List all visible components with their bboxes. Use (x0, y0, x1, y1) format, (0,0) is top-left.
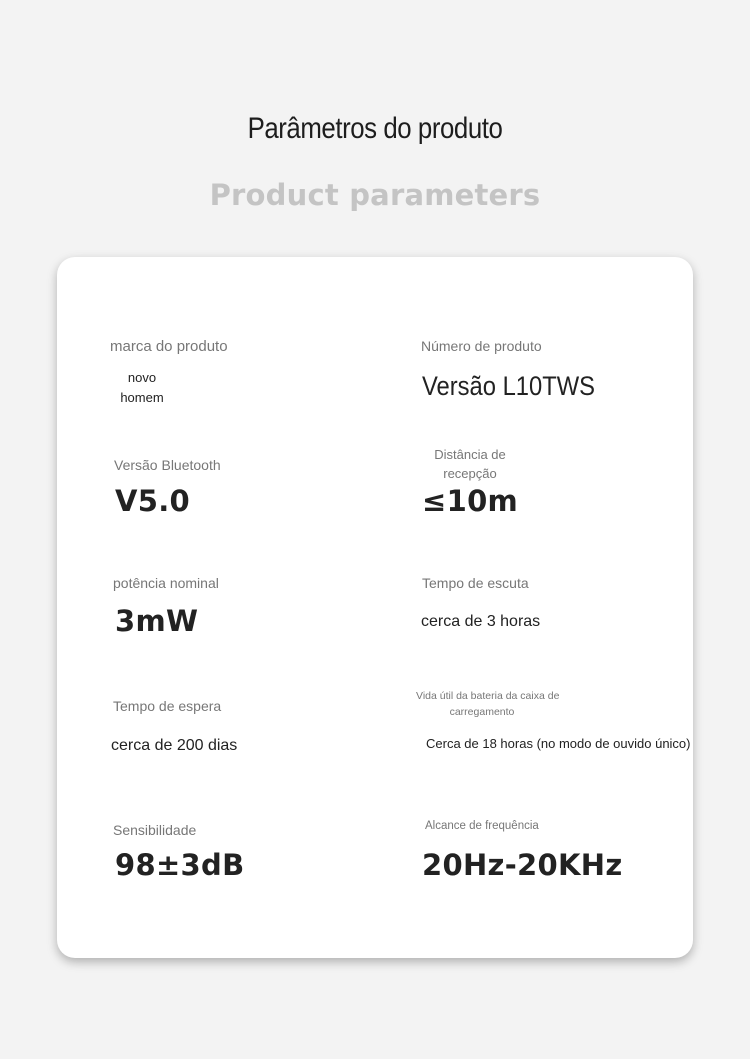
parameters-card (57, 257, 693, 958)
case-battery-label (416, 688, 560, 720)
bluetooth-value: V5.0 (115, 484, 191, 518)
standby-value: cerca de 200 dias (111, 737, 238, 754)
sensitivity-label: Sensibilidade (113, 822, 197, 838)
standby-label: Tempo de espera (113, 698, 222, 714)
case-battery-label-line2: carregamento (449, 706, 515, 718)
distance-label-line2: recepção (443, 466, 497, 481)
brand-value-line1: novo (127, 370, 157, 385)
brand-label: marca do produto (110, 338, 228, 355)
sensitivity-value: 98±3dB (115, 848, 245, 882)
page-title: Parâmetros do produto (247, 112, 503, 145)
page-subtitle: Product parameters (209, 178, 541, 212)
distance-value: ≤10m (422, 484, 519, 518)
product-number-value: Versão L10TWS (422, 371, 596, 401)
bluetooth-label: Versão Bluetooth (114, 457, 221, 473)
brand-value-line2: homem (120, 390, 164, 405)
power-label: potência nominal (113, 575, 219, 591)
case-battery-value: Cerca de 18 horas (no modo de ouvido único) (426, 736, 691, 751)
listening-value: cerca de 3 horas (421, 613, 541, 630)
product-number-label: Número de produto (421, 338, 542, 354)
listening-label: Tempo de escuta (422, 575, 529, 591)
brand-value (115, 368, 169, 408)
case-battery-label-line1: Vida útil da bateria da caixa de (416, 690, 560, 702)
power-value: 3mW (115, 604, 199, 638)
distance-label-line1: Distância de (434, 447, 506, 462)
frequency-value: 20Hz-20KHz (422, 848, 623, 882)
frequency-label: Alcance de frequência (425, 820, 539, 832)
distance-label (431, 445, 509, 483)
